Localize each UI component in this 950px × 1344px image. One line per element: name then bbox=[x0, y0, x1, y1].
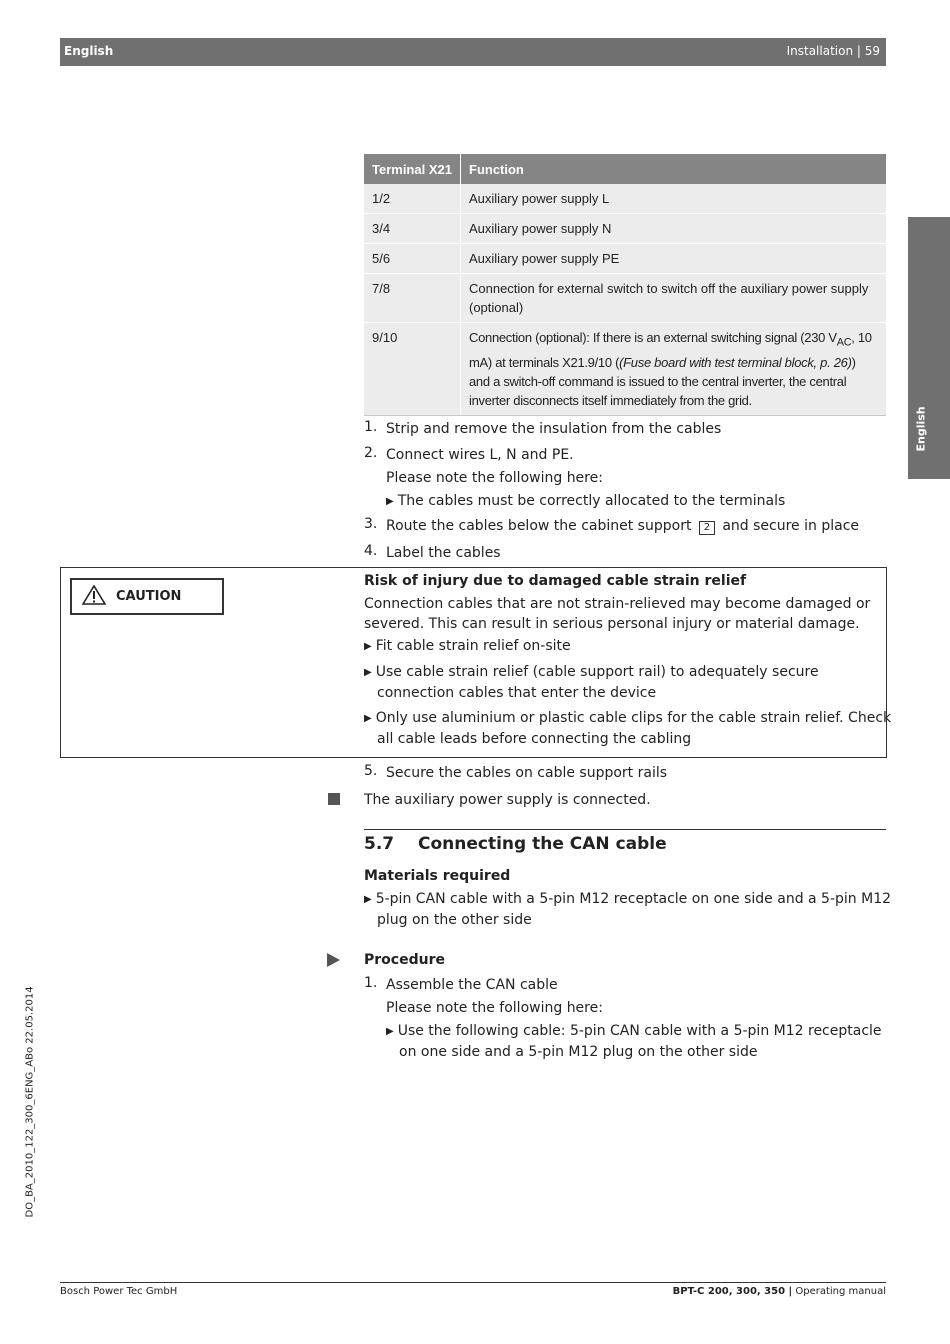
caution-bullet: ▶ Only use aluminium or plastic cable clips for the cable strain relief. Check all cable leads before connecting the cabling bbox=[364, 710, 892, 747]
step-text: Route the cables below the cabinet support 2 and secure in place bbox=[386, 518, 860, 534]
section-title: Connecting the CAN cable bbox=[418, 834, 667, 854]
function-text: Connection (optional): If there is an external switching signal (230 V bbox=[469, 330, 837, 345]
page-header bbox=[60, 38, 886, 66]
step-note: Please note the following here: bbox=[386, 1000, 603, 1016]
footer-divider bbox=[60, 1282, 886, 1283]
step-text: Assemble the CAN cable bbox=[386, 977, 558, 993]
caution-badge bbox=[70, 578, 224, 615]
margin-document-code: DO_BA_2010_122_300_6ENG_ABo 22.05.2014 bbox=[24, 986, 36, 1218]
step-number: 1. bbox=[364, 419, 378, 435]
triangle-bullet-icon: ▶ bbox=[386, 496, 394, 507]
step-number: 1. bbox=[364, 975, 378, 991]
header-section: Installation | 59 bbox=[786, 44, 880, 58]
function-subscript: AC bbox=[836, 336, 852, 349]
cell-function: Auxiliary power supply L bbox=[461, 184, 887, 214]
result-text: The auxiliary power supply is connected. bbox=[364, 792, 651, 808]
cell-terminal: 9/10 bbox=[364, 323, 461, 416]
step-text: Strip and remove the insulation from the cables bbox=[386, 421, 722, 437]
step-bullet: ▶ The cables must be correctly allocated to the terminals bbox=[386, 493, 786, 509]
cell-function bbox=[461, 323, 887, 416]
function-text: , 10 mA) at terminals X21.9/10 ( bbox=[469, 330, 872, 370]
triangle-bullet-icon: ▶ bbox=[364, 641, 372, 652]
figure-reference-badge: 2 bbox=[699, 521, 715, 535]
section-divider bbox=[364, 829, 886, 830]
procedure-title: Procedure bbox=[364, 952, 445, 968]
cell-terminal: 7/8 bbox=[364, 274, 461, 323]
caution-title: Risk of injury due to damaged cable strain relief bbox=[364, 573, 747, 589]
triangle-bullet-icon: ▶ bbox=[364, 894, 372, 905]
step-number: 3. bbox=[364, 516, 378, 532]
caution-label: CAUTION bbox=[116, 589, 182, 604]
cell-function: Auxiliary power supply PE bbox=[461, 244, 887, 274]
triangle-bullet-icon: ▶ bbox=[364, 667, 372, 678]
triangle-bullet-icon: ▶ bbox=[386, 1026, 394, 1037]
terminal-table bbox=[364, 154, 886, 416]
function-text: ) and a switch-off command is issued to the central inverter, the central inverter disconnects itself immediately from the grid. bbox=[469, 354, 856, 408]
caution-bullet: ▶ Fit cable strain relief on-site bbox=[364, 638, 571, 654]
step-number: 4. bbox=[364, 543, 378, 559]
materials-title: Materials required bbox=[364, 868, 511, 884]
step-bullet: ▶ Use the following cable: 5-pin CAN cable with a 5-pin M12 receptacle on one side and a 5-pin M12 plug on the other side bbox=[386, 1023, 882, 1060]
table-header-function: Function bbox=[461, 154, 887, 184]
caution-bullet: ▶ Use cable strain relief (cable support rail) to adequately secure connection cables that enter the device bbox=[364, 664, 819, 701]
cell-terminal: 1/2 bbox=[364, 184, 461, 214]
footer-product: BPT-C 200, 300, 350 | Operating manual bbox=[672, 1286, 886, 1297]
step-text: Secure the cables on cable support rails bbox=[386, 765, 668, 781]
step-text: Connect wires L, N and PE. bbox=[386, 447, 574, 463]
section-number: 5.7 bbox=[364, 834, 395, 854]
table-row bbox=[364, 244, 886, 274]
table-header-terminal: Terminal X21 bbox=[364, 154, 461, 184]
step-number: 5. bbox=[364, 763, 378, 779]
table-row bbox=[364, 274, 886, 323]
cell-terminal: 5/6 bbox=[364, 244, 461, 274]
cell-function: Connection for external switch to switch off the auxiliary power supply (optional) bbox=[461, 274, 887, 323]
table-row bbox=[364, 214, 886, 244]
footer-company: Bosch Power Tec GmbH bbox=[60, 1286, 178, 1297]
table-row bbox=[364, 323, 886, 416]
caution-body: Connection cables that are not strain-relieved may become damaged or severed. This can result in serious personal injury or material damage. bbox=[364, 596, 871, 632]
cell-function: Auxiliary power supply N bbox=[461, 214, 887, 244]
step-text: Label the cables bbox=[386, 545, 501, 561]
warning-triangle-icon bbox=[82, 585, 106, 605]
materials-item: ▶ 5-pin CAN cable with a 5-pin M12 receptacle on one side and a 5-pin M12 plug on the other side bbox=[364, 891, 892, 928]
table-row bbox=[364, 184, 886, 214]
cell-terminal: 3/4 bbox=[364, 214, 461, 244]
step-number: 2. bbox=[364, 445, 378, 461]
side-tab-label: English bbox=[914, 406, 928, 452]
cross-reference-link[interactable]: (Fuse board with test terminal block, p. 26) bbox=[619, 354, 852, 370]
procedure-arrow-icon bbox=[327, 953, 340, 967]
result-square-icon bbox=[328, 793, 340, 805]
triangle-bullet-icon: ▶ bbox=[364, 713, 372, 724]
step-note: Please note the following here: bbox=[386, 470, 603, 486]
header-language: English bbox=[64, 44, 114, 58]
